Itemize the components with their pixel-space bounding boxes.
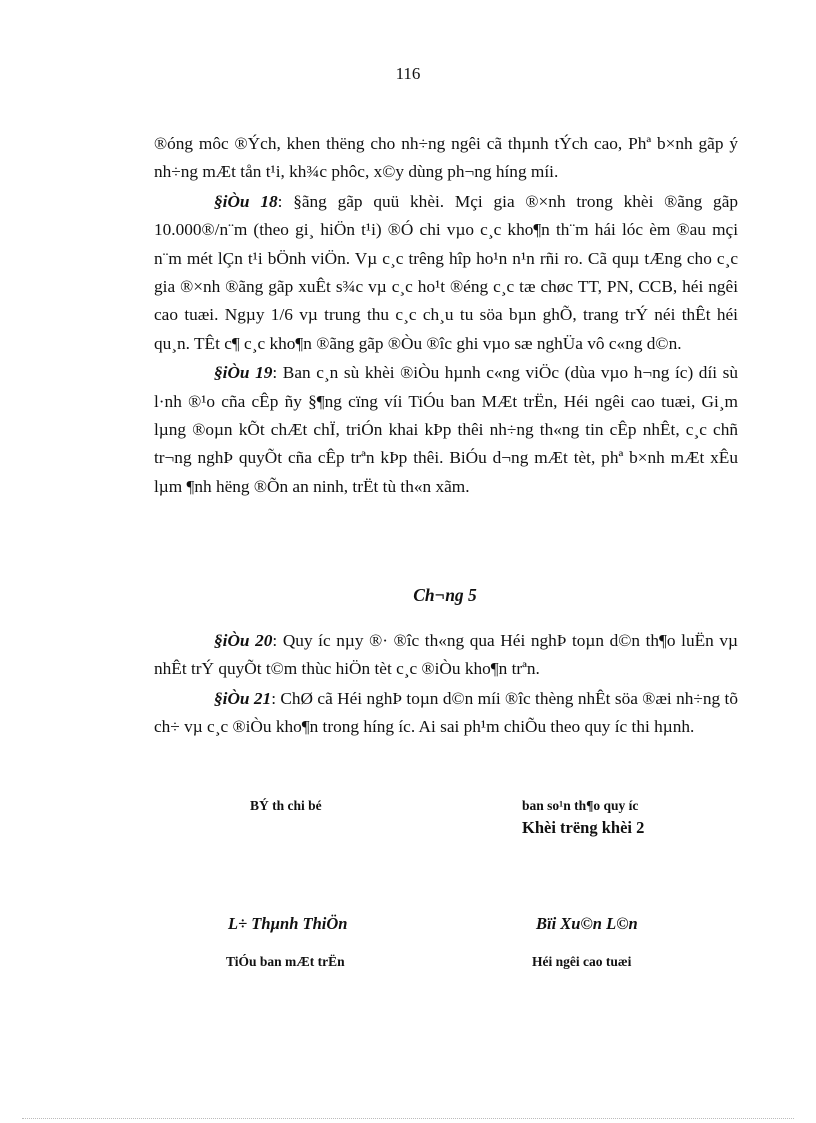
article-19-text: : Ban c¸n sù khèi ®iÒu hµnh c«ng viÖc (dùa vµo h¬ng íc) díi sù l·nh ®¹o cña cÊp ñy §¶ng cïng víi TiÓu ban MÆt trËn, Héi ngêi cao tuæi, Gi¸m lµng ®oµn kÕt chÆt chÏ, triÓn khai kÞp thêi nh÷ng th«ng tin cÊp nhÊt, c¸c chñ tr¬ng nghÞ quyÕt cña cÊp trªn kÞp thêi. BiÓu d¬ng mÆt tèt, phª b×nh mÆt xÊu lµm ¶nh hëng ®Õn an ninh, trËt tù th«n xãm.: [154, 363, 738, 496]
article-18: [154, 188, 738, 358]
signature-left-name: L÷ Thµnh ThiÖn: [228, 914, 348, 933]
article-20-title: §iÒu 20: [214, 631, 273, 650]
signature-right-subtitle: Khèi trëng khèi 2: [522, 818, 645, 837]
article-20-text: : Quy íc nµy ®· ®îc th«ng qua Héi nghÞ toµn d©n th¶o luËn vµ nhÊt trÝ quyÕt t©m thùc hiÖn tèt c¸c ®iÒu kho¶n trªn.: [154, 631, 738, 679]
signature-left-role: TiÓu ban mÆt trËn: [226, 954, 345, 969]
chapter-title: Ch¬ng 5: [413, 585, 477, 605]
page-number: 116: [395, 64, 421, 83]
article-21: [154, 685, 738, 742]
intro-paragraph: ®óng môc ®Ých, khen thëng cho nh÷ng ngêi cã thµnh tÝch cao, Phª b×nh gãp ý nh÷ng mÆt tån t¹i, kh¾c phôc, x©y dùng ph¬ng híng míi.: [154, 134, 738, 182]
article-21-text: : ChØ cã Héi nghÞ toµn d©n míi ®îc thèng nhÊt söa ®æi nh÷ng tõ ch÷ vµ c¸c ®iÒu kho¶n trong híng íc. Ai sai ph¹m chiÕu theo quy íc thi hµnh.: [154, 688, 738, 737]
signature-left-title: BÝ th chi bé: [250, 798, 322, 813]
body-block-2: [154, 627, 738, 742]
article-19: [154, 359, 738, 501]
signature-right-name: Bïi Xu©n L©n: [536, 914, 638, 933]
signature-right-role: Héi ngêi cao tuæi: [532, 954, 632, 969]
article-18-text: : §ãng gãp quü khèi. Mçi gia ®×nh trong khèi ®ãng gãp 10.000®/n¨m (theo gi¸ hiÖn t¹i) ®Ó chi vµo c¸c kho¶n th¨m hái lóc èm ®au mçi n¨m mét lÇn t¹i bÖnh viÖn. Vµ c¸c trêng hîp ho¹n n¹n rñi ro. Cã quµ tÆng cho c¸c gia ®×nh ®ãng gãp xuÊt s¾c vµ c¸c ho¹t ®éng c¸c tæ chøc TT, PN, CCB, héi ngêi cao tuæi. Ngµy 1/6 vµ trung thu c¸c ch¸u tu söa bµn ghÕ, trang trÝ néi thÊt héi qu¸n. TÊt c¶ c¸c kho¶n ®ãng gãp ®Òu ®îc ghi vµo sæ nghÜa vô c«ng d©n.: [154, 191, 738, 353]
bottom-dotted-rule: [22, 1118, 794, 1119]
article-18-title: §iÒu 18: [214, 191, 278, 211]
signature-right-title: ban so¹n th¶o quy íc: [522, 798, 639, 813]
article-19-title: §iÒu 19: [214, 363, 273, 383]
article-21-title: §iÒu 21: [214, 688, 272, 708]
article-20: [154, 627, 738, 684]
body-block-1: [154, 130, 738, 501]
